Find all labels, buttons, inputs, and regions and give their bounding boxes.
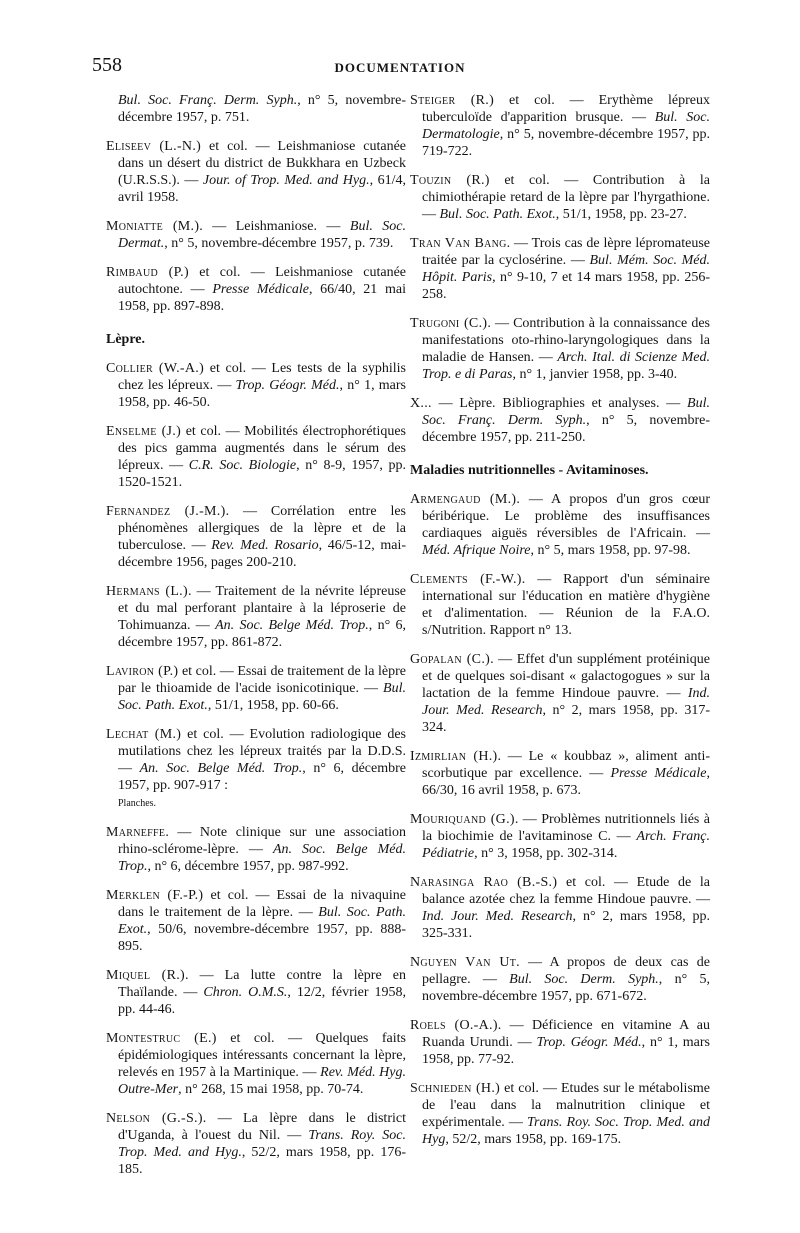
bibliography-entry [410,748,710,799]
entry-author: Nguyen Van Ut [410,955,517,970]
entry-details: , 61/4, avril 1958. [118,173,406,205]
bibliography-entry [410,811,710,862]
entry-details: , n° 5, novembre-décembre 1957, p. 751. [118,93,406,125]
bibliography-entry [410,172,710,223]
bibliography-entry [410,395,710,446]
entry-source: Bul. Mém. Soc. Méd. Hôpit. Paris [422,253,710,285]
entry-details: , 46/5-12, mai-décembre 1956, pages 200-210. [118,538,406,570]
entry-title: et col. — Etude de la balance azotée chez la femme Hindoue pauvre. — [422,875,710,907]
entry-title: . — Leishmaniose. — [199,219,350,234]
entry-author: Eliseev (L.-N.) [106,139,202,154]
entry-source: Bul. Soc. Path. Exot. [118,905,406,937]
entry-source: An. Soc. Belge Méd. Trop. [139,761,303,776]
entry-details: , 51/1, 1958, pp. 23-27. [555,207,687,222]
entry-author: Merklen (F.-P.) [106,888,204,903]
entry-title: et col. — Mobilités électrophorétiques des pics gamma augmentés dans le sérum des lépreux. — [118,424,406,473]
entry-source: Presse Médicale [212,282,309,297]
entry-source: Trop. Géogr. Méd. [536,1035,642,1050]
entry-author: Collier (W.-A.) [106,361,205,376]
entry-details: , 66/30, 16 avril 1958, p. 673. [422,766,710,798]
entry-title: et col. — Leishmaniose cutanée dans un désert du district de Bukkhara en Uzbeck (U.R.S.S.). — [118,139,407,188]
bibliography-entry [410,491,710,559]
entry-details: , n° 5, novembre-décembre 1957, pp. 211-250. [422,413,710,445]
entry-details: , 52/2, mars 1958, pp. 176-185. [118,1145,406,1177]
entry-source: Bul. Soc. Franç. Derm. Syph. [118,93,298,108]
entry-details: , n° 5, novembre-décembre 1957, pp. 719-722. [422,127,710,159]
entry-details: , n° 8-9, 1957, pp. 1520-1521. [118,458,406,490]
bibliography-entry [106,887,406,955]
entry-author: Schnieden (H.) [410,1081,501,1096]
bibliography-entry [410,874,710,942]
entry-title: . — Note clinique sur une association rhino-sclérome-lèpre. — [118,825,406,857]
entry-author: Izmirlian (H.) [410,749,498,764]
entry-author: Montestruc (E.) [106,1031,217,1046]
entry-title: . — Contribution à la connaissance des manifestations oto-rhino-laryngologiques dans la maladie de Hansen. — [422,316,710,365]
page-number: 558 [92,54,122,76]
entry-details: , n° 2, mars 1958, pp. 317-324. [422,703,710,735]
bibliography-entry [410,1017,710,1068]
entry-author: Touzin (R.) [410,173,490,188]
entry-title: et col. — Les tests de la syphilis chez les lépreux. — [118,361,406,393]
entry-source: Bul. Soc. Franç. Derm. Syph. [422,396,710,428]
entry-source: Rev. Méd. Hyg. Outre-Mer [118,1065,406,1097]
entry-details: , n° 1, mars 1958, pp. 46-50. [118,378,406,410]
entry-author: Narasinga Rao (B.-S.) [410,875,558,890]
entry-details: , 66/40, 21 mai 1958, pp. 897-898. [118,282,407,314]
entry-author: Rimbaud (P.) [106,265,189,280]
entry-author: Enselme (J.) [106,424,182,439]
entry-source: Bul. Soc. Dermatologie [422,110,711,142]
entry-details: , n° 1, janvier 1958, pp. 3-40. [512,367,678,382]
entry-source: Méd. Afrique Noire [422,543,531,558]
entry-title: et col. — Contribution à la chimiothérapie retard de la lèpre par l'hyrgathione. — [422,173,710,222]
running-head: DOCUMENTATION [334,60,466,75]
entry-source: Bul. Soc. Path. Exot. [118,681,406,713]
entry-details: , n° 6, décembre 1957, pp. 907-917 : [118,761,407,793]
right-column [410,92,710,1160]
bibliography-entry [410,315,710,383]
entry-title: et col. — Etudes sur le métabolisme de l'eau dans la malnutrition clinique et expérimentale. — [422,1081,710,1130]
entry-title: . — Traitement de la névrite lépreuse et du mal perforant plantaire à la léproserie de Tohimuanza. — [118,584,406,633]
entry-author: Lechat (M.) [106,727,182,742]
section-title-maladies-nutritionnelles: Maladies nutritionnelles - Avitaminoses. [410,463,649,478]
entry-details: , n° 9-10, 7 et 14 mars 1958, pp. 256-258. [422,270,710,302]
entry-title: et col. — Essai de la nivaquine dans le traitement de la lèpre. — [118,888,406,920]
entry-source: Jour. of Trop. Med. and Hyg. [202,173,370,188]
bibliography-entry [410,92,710,160]
entry-author: Moniatte (M.) [106,219,200,234]
section-title-lepre: Lèpre. [106,332,146,347]
entry-source: Chron. O.M.S. [203,985,288,1000]
bibliography-entry [410,235,710,303]
entry-source: Ind. Jour. Med. Research [422,686,710,718]
bibliography-entry [106,1110,406,1178]
entry-title: . — A propos d'un gros cœur béribérique. Le problème des insuffisances cardiaques aiguës réversibles de l'Africain. — [422,492,710,541]
left-column [106,92,406,1190]
page-header [92,54,708,82]
entry-title: et col. — Leishmaniose cutanée autochtone. — [118,265,406,297]
entry-title: . — Problèmes nutritionnels liés à la biochimie de l'avitaminose C. — [422,812,710,844]
entry-title: . — Le « koubbaz », aliment anti-scorbutique par excellence. — [422,749,710,781]
entry-source: Bul. Soc. Path. Exot. [439,207,556,222]
entry-source: Rev. Med. Rosario [211,538,319,553]
entry-title: — Lèpre. Bibliographies et analyses. — [431,396,688,411]
entry-source: Presse Médicale [610,766,707,781]
entry-source: Arch. Ital. di Scienze Med. Trop. e di Paras [422,350,710,382]
entry-source: Bul. Soc. Derm. Syph. [509,972,659,987]
entry-title: . — Déficience en vitamine A au Ruanda Urundi. — [422,1018,710,1050]
entry-author: Clements (F.-W.) [410,572,522,587]
entry-source: Trans. Roy. Soc. Trop. Med. and Hyg [422,1115,710,1147]
bibliography-entry [106,726,406,812]
entry-title: . — Corrélation entre les phénomènes allergiques de la lèpre et de la tuberculose. — [118,504,406,553]
entry-details: , 51/1, 1958, pp. 60-66. [207,698,339,713]
entry-title: et col. — Quelques faits épidémiologiques intéressants concernant la lèpre, relevés en 1957 à la Martinique. — [118,1031,406,1080]
entry-source: An. Soc. Belge Méd. Trop. [118,842,407,874]
entry-author: Marneffe [106,825,166,840]
entry-details: , n° 268, 15 mai 1958, pp. 70-74. [178,1082,364,1097]
bibliography-entry [410,651,710,736]
bibliography-entry [106,824,406,875]
bibliography-entry [106,583,406,651]
bibliography-entry [106,1030,406,1098]
bibliography-entry [106,138,406,206]
entry-source: Arch. Franç. Pédiatrie [422,829,710,861]
entry-source: Bul. Soc. Dermat. [118,219,407,251]
entry-title: . — A propos de deux cas de pellagre. — [422,955,710,987]
entry-author: Steiger (R.) [410,93,495,108]
entry-details: , 12/2, février 1958, pp. 44-46. [118,985,406,1017]
entry-title: . — La lutte contre la lèpre en Thaïlande. — [118,968,406,1000]
bibliography-entry [106,423,406,491]
entry-title: et col. — Evolution radiologique des mutilations chez les lépreux traités par la D.D.S. — [118,727,406,776]
entry-author: Mouriquand (G.) [410,812,515,827]
entry-source: Trop. Géogr. Méd. [235,378,340,393]
entry-details: , n° 5, novembre-décembre 1957, pp. 671-672. [422,972,710,1004]
leishmaniose-entries [106,138,406,315]
entry-source: C.R. Soc. Biologie [188,458,297,473]
entry-source: Trans. Roy. Soc. Trop. Med. and Hyg. [118,1128,406,1160]
bibliography-entry [106,218,406,252]
entry-details: , n° 6, décembre 1957, pp. 987-992. [147,859,349,874]
entry-author: Gopalan (C.) [410,652,491,667]
entry-title: . — La lèpre dans le district d'Uganda, à l'ouest du Nil. — [118,1111,406,1143]
entry-author: Miquel (R.) [106,968,185,983]
entry-title: . — Trois cas de lèpre lépromateuse traitée par la cyclosérine. — [422,236,710,268]
bibliography-entry [106,663,406,714]
entry-title: et col. — Essai de traitement de la lèpre par le thioamide de l'acide isonicotinique. — [118,664,406,696]
entry-details: , n° 5, mars 1958, pp. 97-98. [530,543,691,558]
lepre-entries [106,360,406,1178]
entry-note: Planches. [118,798,157,809]
entry-source: An. Soc. Belge Méd. Trop. [215,618,369,633]
bibliography-entry [106,360,406,411]
bibliography-entry [410,954,710,1005]
entry-details: , n° 3, 1958, pp. 302-314. [474,846,618,861]
nutrition-entries [410,491,710,1148]
entry-details: , 52/2, mars 1958, pp. 169-175. [445,1132,622,1147]
bibliography-entry [106,967,406,1018]
entry-author: Roels (O.-A.) [410,1018,498,1033]
entry-author: Armengaud (M.) [410,492,517,507]
entry-author: Fernandez (J.-M.) [106,504,226,519]
bibliography-entry [410,571,710,639]
entry-details: , n° 2, mars 1958, pp. 325-331. [422,909,711,941]
lepre-entries-continued [410,92,710,446]
entry-author: Nelson (G.-S.) [106,1111,203,1126]
bibliography-entry [410,1080,710,1148]
entry-title: . — Effet d'un supplément protéinique et de quelques soi-disant « galactogogues » sur la lactation de la femme Hindoue pauvre. — [422,652,710,701]
entry-details: , n° 6, décembre 1957, pp. 861-872. [118,618,406,650]
entry-author: X... [410,396,432,411]
entry-author: Hermans (L.) [106,584,188,599]
entry-details: , n° 5, novembre-décembre 1957, p. 739. [164,236,394,251]
entry-details: , 50/6, novembre-décembre 1957, pp. 888-895. [118,922,406,954]
bibliography-entry [106,264,406,315]
entry-details: , n° 1, mars 1958, pp. 77-92. [422,1035,710,1067]
entry-author: Trugoni (C.) [410,316,488,331]
entry-title: et col. — Erythème lépreux tuberculoïde d'apparition brusque. — [422,93,710,125]
continued-entry [106,92,406,126]
entry-title: . — Rapport d'un séminaire international sur l'éducation en matière d'hygiène et d'alimentation. — Réunion de la F.A.O. s/Nutrition. Rapport n° 13. [422,572,711,638]
entry-source: Ind. Jour. Med. Research [422,909,573,924]
entry-author: Laviron (P.) [106,664,179,679]
entry-author: Tran Van Bang [410,236,507,251]
bibliography-entry [106,503,406,571]
